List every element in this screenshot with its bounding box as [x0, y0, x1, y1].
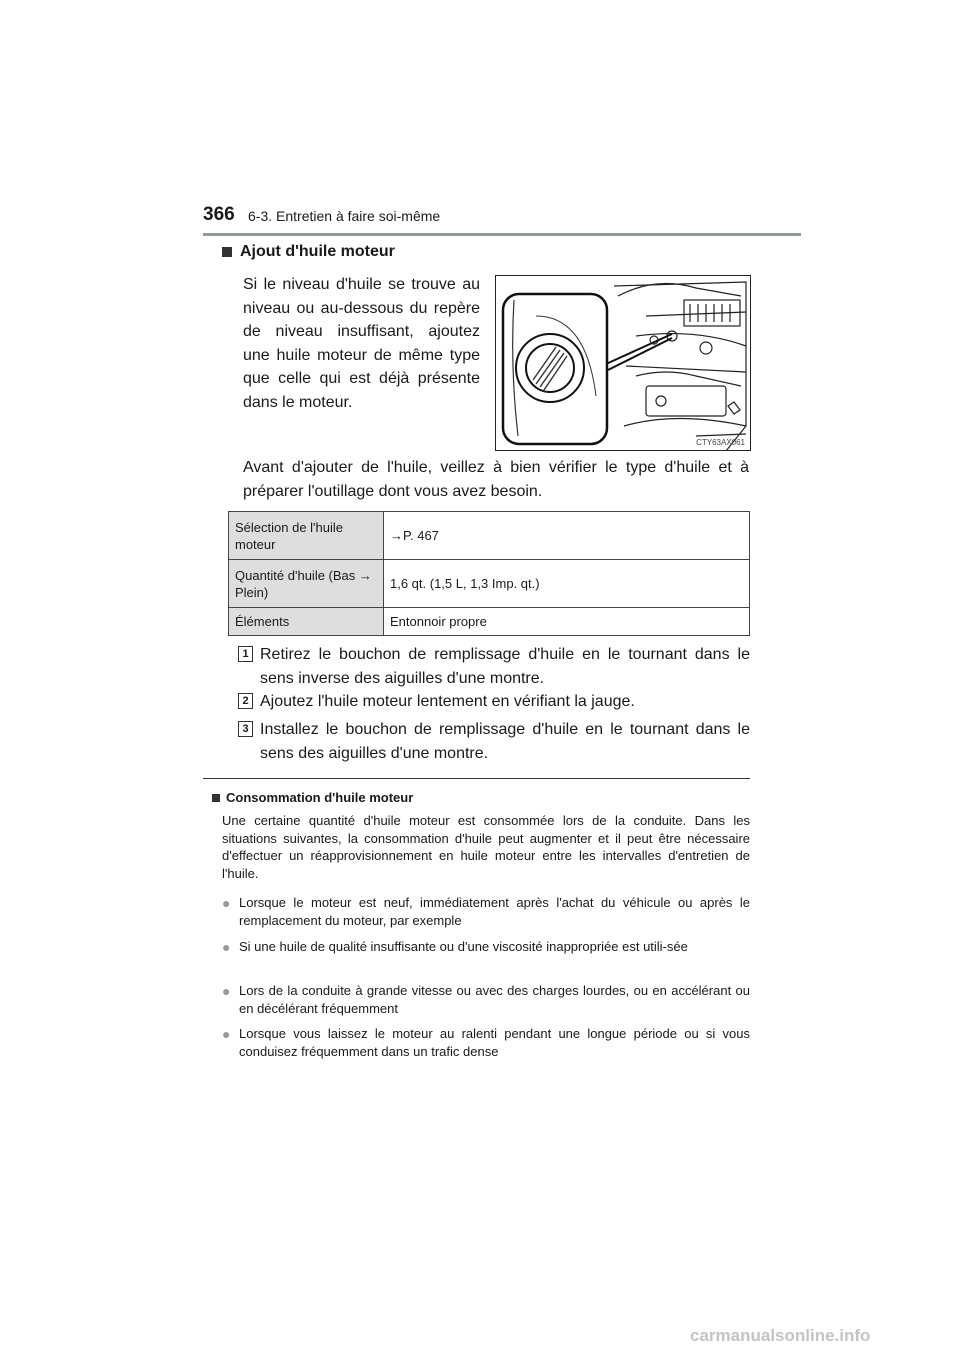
table-row: [229, 608, 750, 636]
figure-code: CTY63AX061: [696, 438, 745, 447]
oil-filler-cap-illustration: [495, 275, 751, 451]
section-title: 6-3. Entretien à faire soi-même: [248, 208, 441, 224]
list-item: [222, 1025, 750, 1060]
bullet-dot-icon: ●: [222, 895, 231, 911]
step-number-badge: 1: [238, 646, 253, 662]
section-heading: [222, 243, 395, 261]
bullet-text: Lorsque le moteur est neuf, immédiatement après l'achat du véhicule ou après le remplacement du moteur, par exemple: [239, 895, 750, 928]
list-item: [222, 894, 750, 929]
bullet-dot-icon: ●: [222, 1026, 231, 1042]
engine-bay-drawing: [496, 276, 751, 451]
note-paragraph: Une certaine quantité d'huile moteur est consommée lors de la conduite. Dans les situations suivantes, la consommation d'huile peut augmenter et il peut être nécessaire d'effectuer un réapprovisionnement en huile moteur entre les intervalles d'entretien de l'huile.: [222, 813, 750, 881]
intro-paragraph: Si le niveau d'huile se trouve au niveau ou au-dessous du repère de niveau insuffisant, ajoutez une huile moteur de même type que celle qui est déjà présente dans le moteur.: [243, 276, 480, 411]
table-row: [229, 512, 750, 560]
header-rule: [203, 233, 801, 236]
note-heading-text: Consommation d'huile moteur: [226, 790, 414, 805]
watermark-text: carmanualsonline.info: [690, 1326, 871, 1345]
list-item: [222, 982, 750, 1017]
square-bullet-icon: [222, 247, 232, 257]
bullet-dot-icon: ●: [222, 939, 231, 955]
bullet-dot-icon: ●: [222, 983, 231, 999]
step-text: Ajoutez l'huile moteur lentement en vérifiant la jauge.: [260, 693, 635, 710]
table-label: Éléments: [229, 608, 384, 636]
bullet-text: Lors de la conduite à grande vitesse ou avec des charges lourdes, ou en accélérant ou en décélérant fréquemment: [239, 983, 750, 1016]
oil-spec-table: [228, 511, 750, 636]
step-item: [238, 718, 750, 766]
bullet-text: Si une huile de qualité insuffisante ou d'une viscosité inappropriée est utili-sée: [239, 939, 688, 954]
note-heading: [212, 790, 413, 805]
bullet-text: Lorsque vous laissez le moteur au ralenti pendant une longue période ou si vous conduisez fréquemment dans un trafic dense: [239, 1026, 750, 1059]
step-text: Installez le bouchon de remplissage d'huile en le tournant dans le sens des aiguilles d'une montre.: [260, 721, 750, 762]
step-item: [238, 690, 750, 714]
table-value: →P. 467: [384, 512, 750, 560]
table-value: 1,6 qt. (1,5 L, 1,3 Imp. qt.): [384, 560, 750, 608]
list-item: [222, 938, 750, 956]
step-item: [238, 643, 750, 691]
square-bullet-icon: [212, 794, 220, 802]
step-number-badge: 2: [238, 693, 253, 709]
table-label: Quantité d'huile (Bas → Plein): [229, 560, 384, 608]
table-label: Sélection de l'huile moteur: [229, 512, 384, 560]
table-value: Entonnoir propre: [384, 608, 750, 636]
step-text: Retirez le bouchon de remplissage d'huile en le tournant dans le sens inverse des aiguilles d'une montre.: [260, 646, 750, 687]
step-number-badge: 3: [238, 721, 253, 737]
section-heading-text: Ajout d'huile moteur: [240, 243, 395, 260]
page-number: 366: [203, 204, 235, 225]
table-row: [229, 560, 750, 608]
before-paragraph: Avant d'ajouter de l'huile, veillez à bien vérifier le type d'huile et à préparer l'outillage dont vous avez besoin.: [243, 459, 749, 500]
note-divider: [203, 778, 750, 779]
